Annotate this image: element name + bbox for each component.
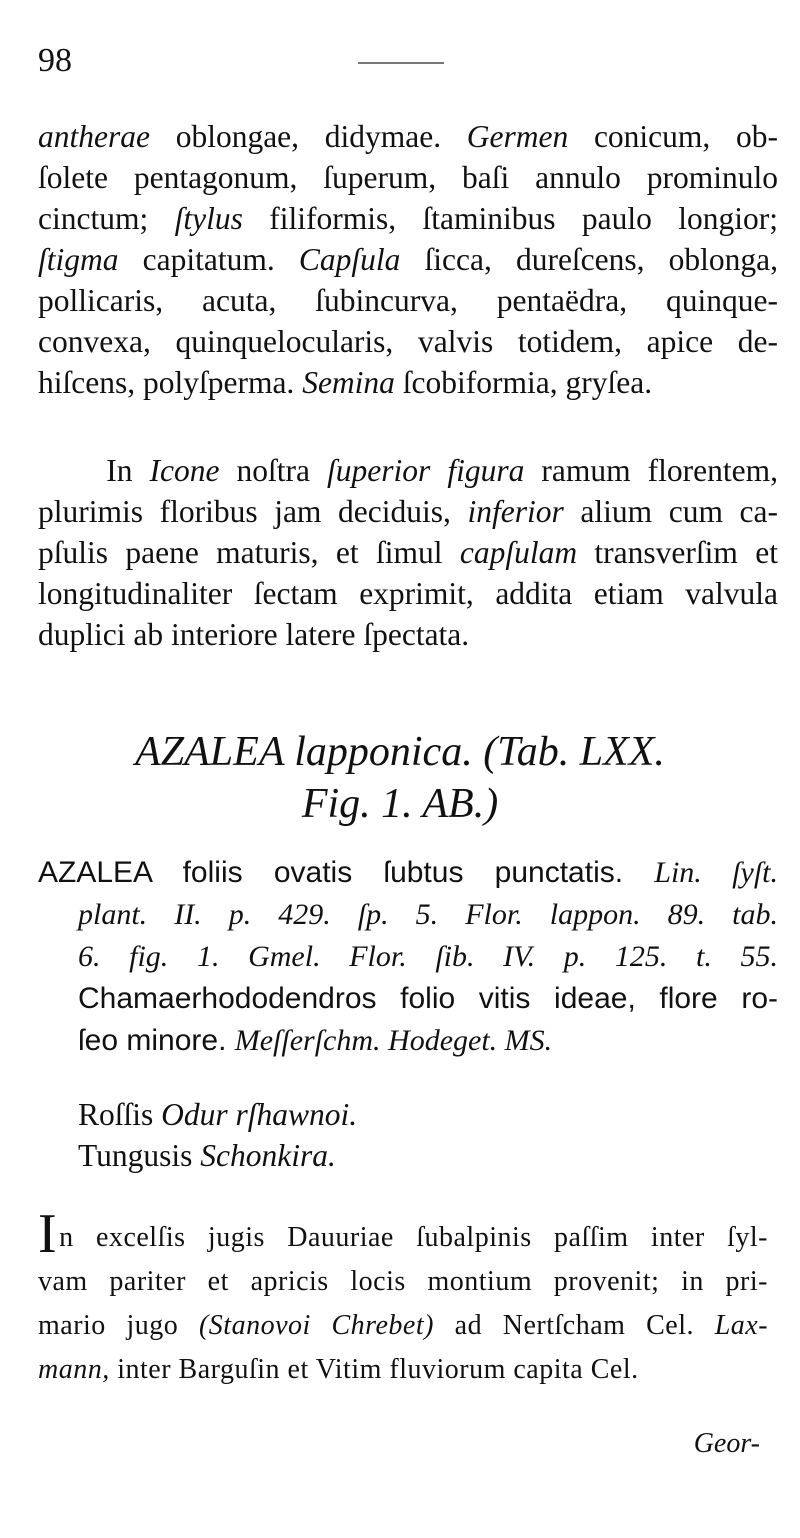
text-line xyxy=(38,1020,778,1062)
text-span: ad Nertſcham Cel. xyxy=(433,1310,715,1341)
text-span: cinctum; xyxy=(38,201,175,236)
text-line xyxy=(78,1094,357,1135)
species-heading: AZALEA lapponica. (Tab. LXX. xyxy=(135,729,665,775)
text-span: duplici ab interiore latere ſpectata. xyxy=(38,617,470,652)
italic-text: Capſula xyxy=(298,242,401,277)
text-line xyxy=(38,239,778,280)
drop-cap: I xyxy=(38,1203,58,1265)
text-span: capitatum. xyxy=(118,242,299,277)
text-line xyxy=(38,491,778,532)
text-line xyxy=(38,1348,768,1392)
vernacular-names xyxy=(78,1094,357,1176)
italic-text: Schonkira. xyxy=(200,1138,336,1173)
text-span: hiſcens, polyſperma. xyxy=(38,365,303,400)
text-span: Tungusis xyxy=(78,1138,201,1173)
text-span: inter Barguſin et Vitim fluviorum capita Cel. xyxy=(109,1354,639,1385)
text-span: filiformis, ſtaminibus paulo longior; xyxy=(242,201,778,236)
italic-text: Odur rſhawnoi. xyxy=(161,1097,358,1132)
text-span: conicum, ob- xyxy=(568,119,778,154)
text-span: ſolete pentagonum, ſuperum, baſi annulo prominulo xyxy=(38,160,778,195)
italic-text: ſtigma xyxy=(38,242,119,277)
italic-text: plant. II. p. 429. ſp. 5. Flor. lappon. 89. tab. xyxy=(78,898,778,931)
text-line xyxy=(38,1304,768,1348)
text-line xyxy=(38,157,778,198)
italic-text: inferior xyxy=(467,494,564,529)
text-line xyxy=(38,450,778,491)
text-span: convexa, quinquelocularis, valvis totidem, apice de- xyxy=(38,324,778,359)
italic-text: ſuperior figura xyxy=(327,453,525,488)
text-line xyxy=(38,852,778,894)
italic-text: ſtylus xyxy=(174,201,243,236)
text-line xyxy=(38,321,778,362)
text-span: transverſim et xyxy=(577,535,778,570)
text-span: mario jugo xyxy=(38,1310,199,1341)
icon-explanation-paragraph xyxy=(38,450,778,655)
text-span: In xyxy=(38,453,150,488)
text-line xyxy=(38,978,778,1020)
text-span: ſcobiformia, gryſea. xyxy=(394,365,653,400)
text-span: longitudinaliter ſectam exprimit, addita etiam valvula xyxy=(38,576,778,611)
italic-text: Germen xyxy=(466,119,569,154)
text-line xyxy=(38,1203,768,1265)
text-span: oblongae, didymae. xyxy=(149,119,467,154)
text-span: n excelſis jugis Dauuriae ſubalpinis paſſim inter ſyl- xyxy=(59,1222,768,1253)
text-span: ſicca, dureſcens, oblonga, xyxy=(400,242,779,277)
header-rule xyxy=(358,62,444,64)
italic-text: antherae xyxy=(38,119,150,154)
text-line xyxy=(78,1135,357,1176)
text-span: pſulis paene maturis, et ſimul xyxy=(38,535,460,570)
habitat-paragraph xyxy=(38,1203,769,1392)
italic-text: Icone xyxy=(149,453,220,488)
italic-text: 6. fig. 1. Gmel. Flor. ſib. IV. p. 125. t. 55. xyxy=(78,940,778,973)
text-span: alium cum ca- xyxy=(563,494,778,529)
italic-text: Semina xyxy=(302,365,395,400)
italic-text: capſulam xyxy=(459,535,578,570)
text-span: ſeo minore. xyxy=(78,1024,235,1057)
text-line xyxy=(38,936,778,978)
text-span: pollicaris, acuta, ſubincurva, pentaëdra, quinque- xyxy=(38,283,778,318)
italic-text: Lax- xyxy=(714,1310,769,1341)
italic-text: Lin. ſyſt. xyxy=(654,856,778,889)
italic-text: Meſſerſchm. Hodeget. MS. xyxy=(234,1024,553,1057)
text-span: plurimis floribus jam deciduis, xyxy=(38,494,468,529)
text-line xyxy=(38,362,778,403)
plate-reference: Fig. 1. AB.) xyxy=(301,781,499,827)
text-line xyxy=(38,573,778,614)
synonymy-block xyxy=(38,852,778,1062)
text-line xyxy=(38,1260,768,1304)
text-line xyxy=(38,894,778,936)
text-span: ramum florentem, xyxy=(524,453,779,488)
text-line xyxy=(38,614,778,655)
text-span: AZALEA foliis ovatis ſubtus punctatis. xyxy=(38,856,655,889)
description-paragraph xyxy=(38,116,778,403)
text-line xyxy=(38,198,778,239)
text-span: vam pariter et apricis locis montium provenit; in pri- xyxy=(38,1266,768,1297)
text-line xyxy=(38,532,778,573)
italic-text: (Stanovoi Chrebet) xyxy=(198,1310,434,1341)
page-number: 98 xyxy=(38,42,72,79)
catchword: Geor- xyxy=(693,1428,760,1459)
text-span: Chamaerhododendros folio vitis ideae, flore ro- xyxy=(78,982,778,1015)
italic-text: mann, xyxy=(38,1354,110,1385)
text-span: Roſſis xyxy=(78,1097,162,1132)
text-line xyxy=(38,116,778,157)
text-span: noſtra xyxy=(219,453,328,488)
text-line xyxy=(38,280,778,321)
